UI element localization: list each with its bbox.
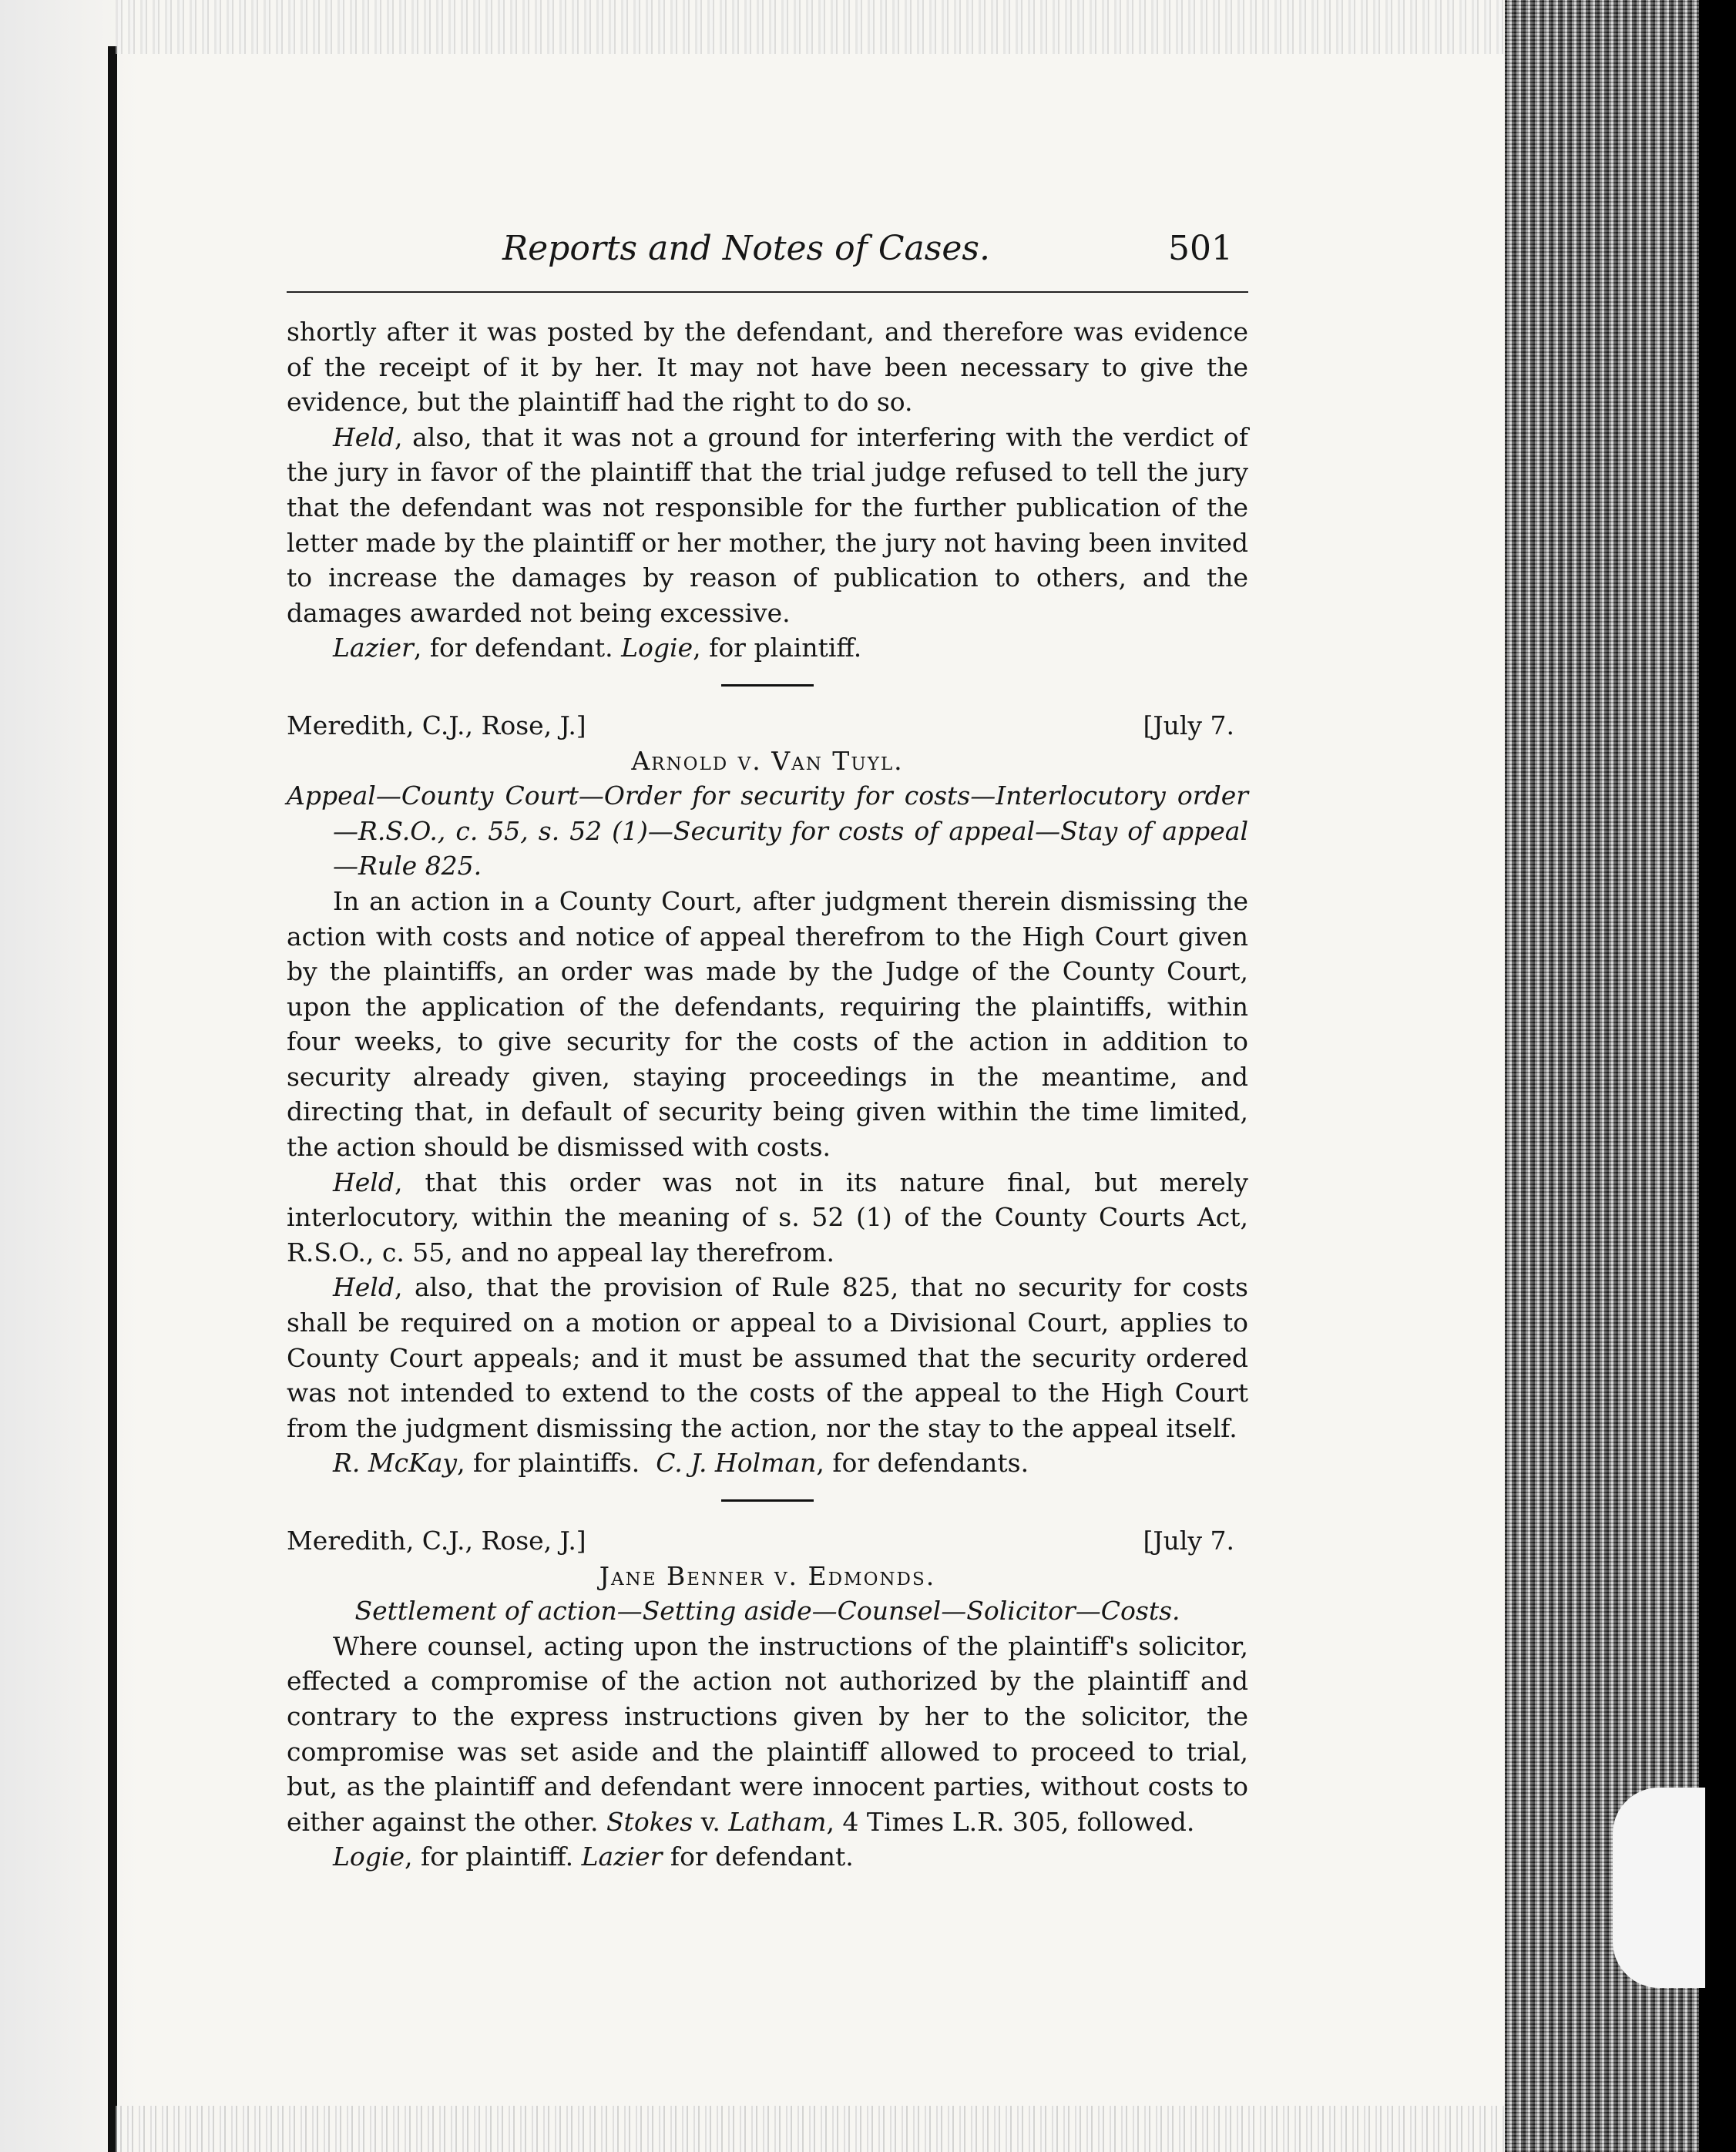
running-header [287,231,1248,287]
counsel-role: , for defendants. [816,1448,1029,1479]
case3-judges: Meredith, C.J., Rose, J.] [287,1526,586,1556]
counsel-name: Logie [333,1841,405,1872]
held-label: Held [333,1167,395,1197]
running-title: Reports and Notes of Cases. [502,229,990,268]
case3-date: [July 7. [1143,1526,1234,1556]
case2-title: Arnold v. Van Tuyl. [631,745,904,776]
case2-held-2 [287,1270,1248,1445]
case1-continuation: shortly after it was posted by the defendant, and therefore was evidence of the receipt of it by her. It may not have been necessary to give the evidence, but the plaintiff had the right to do so. [287,317,1248,418]
held-text: , also, that it was not a ground for interfering with the verdict of the jury in favor of the plaintiff that the trial judge refused to tell the jury that the defendant was not responsible for the further publication of the letter made by the plaintiff or her mother, the jury not having been invited to increase the damages by reason of publication to others, and the damages awarded not being excessive. [287,421,1248,628]
counsel-name: Logie [621,633,693,663]
case3-headnote: Settlement of action—Setting aside—Counsel—Solicitor—Costs. [354,1596,1180,1627]
case2-held-1 [287,1165,1248,1271]
held-label: Held [333,1272,395,1303]
case3-counsel [287,1839,1248,1875]
case3-facts [287,1629,1248,1840]
case1-counsel [287,630,1248,666]
case2-date: [July 7. [1143,710,1234,740]
case1-held [287,420,1248,631]
case2-judges: Meredith, C.J., Rose, J.] [287,710,586,740]
counsel-role: , for plaintiff. [405,1841,574,1872]
citation-party: Latham [728,1806,827,1837]
case2-facts: In an action in a County Court, after judgment therein dismissing the action with costs and notice of appeal therefrom to the High Court given by the plaintiffs, an order was made by the Judge of the County Court, upon the application of the defendants, requiring the plaintiffs, within four weeks, to give security for the costs of the action in addition to security already given, staying proceedings in the meantime, and directing that, in default of security being given within the time limited, the action should be dismissed with costs. [287,885,1248,1163]
page-number: 501 [1168,229,1233,268]
counsel-name: Lazier [333,633,414,663]
page-body [287,231,1248,1875]
scan-noise-top [116,0,1518,54]
counsel-role: , for defendant. [413,633,613,663]
counsel-name: Lazier [581,1841,663,1872]
counsel-role: , for plaintiff. [693,633,862,663]
counsel-role: , for plaintiffs. [457,1448,640,1479]
scan-noise-bottom [116,2106,1518,2152]
citation-v: v. [693,1806,729,1837]
case-divider [721,684,814,687]
counsel-name: C. J. Holman [656,1448,817,1479]
case3-judge-row [287,1523,1248,1559]
case2-headnote: Appeal—County Court—Order for security for costs—Interlocutory order—R.S.O., c. 55, s. 52 (1)—Security for costs of appeal—Stay of appeal—Rule 825. [287,781,1248,881]
binding-shadow [0,0,139,2152]
counsel-name: R. McKay [333,1448,458,1479]
scan-artifact [1613,1788,1705,1988]
case2-judge-row [287,708,1248,744]
citation-rest: , 4 Times L.R. 305, followed. [826,1806,1195,1837]
case3-title: Jane Benner v. Edmonds. [599,1560,936,1591]
case2-counsel [287,1445,1248,1481]
header-rule [287,291,1248,293]
case3-facts-text: Where counsel, acting upon the instructions of the plaintiff's solicitor, effected a compromise of the action not authorized by the plaintiff and contrary to the express instructions given by her to the solicitor, the compromise was set aside and the plaintiff allowed to proceed to trial, but, as the plaintiff and defendant were innocent parties, without costs to either against the other. [287,1630,1248,1837]
held-label: Held [333,421,395,452]
counsel-role: for defendant. [662,1841,854,1872]
citation-party: Stokes [606,1806,693,1837]
held-text: , that this order was not in its nature final, but merely interlocutory, within the meaning of s. 52 (1) of the County Courts Act, R.S.O., c. 55, and no appeal lay therefrom. [287,1167,1248,1267]
case-divider [721,1499,814,1502]
binding-edge [108,46,117,2152]
held-text: , also, that the provision of Rule 825, that no security for costs shall be required on a motion or appeal to a Divisional Court, applies to County Court appeals; and it must be assumed that the security ordered was not intended to extend to the costs of the appeal to the High Court from the judgment dismissing the action, nor the stay to the appeal itself. [287,1272,1248,1443]
